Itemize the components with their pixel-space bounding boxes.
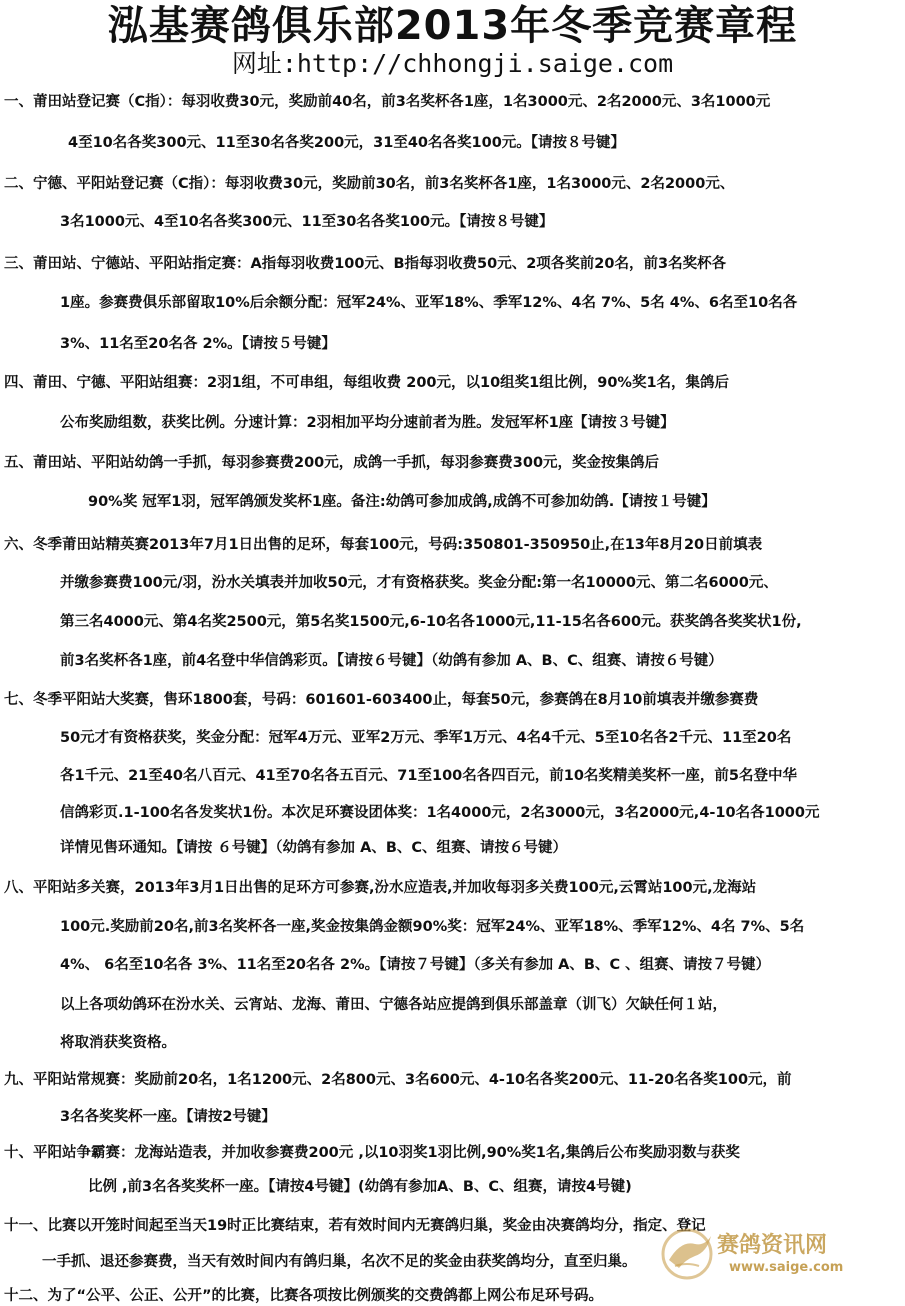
text-line: 九、平阳站常规赛：奖励前20名，1名1200元、2名800元、3名600元、4-10名各奖200元、11-20名各奖100元，前 [4,1072,792,1088]
text-line: 一手抓、退还参赛费，当天有效时间内有鸽归巢，名次不足的奖金由获奖鸽均分，直至归巢。 [42,1254,637,1270]
website-address: 网址:http://chhongji.saige.com [231,49,674,78]
text-line: 一、莆田站登记赛（C指）：每羽收费30元，奖励前40名，前3名奖杯各1座，1名3000元、2名2000元、3名1000元 [4,94,771,110]
text-line: 五、莆田站、平阳站幼鸽一手抓，每羽参赛费200元，成鸽一手抓，每羽参赛费300元，奖金按集鸽后 [4,455,660,471]
text-line: 90%奖 冠军1羽，冠军鸽颁发奖杯1座。备注:幼鸽可参加成鸽,成鸽不可参加幼鸽.【请按１号键】 [88,494,716,510]
text-line: 详情见售环通知。【请按 ６号键】（幼鸽有参加 A、B、C、组赛、请按６号键） [60,840,568,856]
text-line: 50元才有资格获奖，奖金分配：冠军4万元、亚军2万元、季军1万元、4名4千元、5至10名各2千元、11至20名 [60,730,792,746]
watermark-site-name: 赛鸽资讯网 [717,1233,828,1258]
pigeon-logo-icon [655,1222,719,1282]
site-watermark [655,1222,895,1286]
text-line: 六、冬季莆田站精英赛2013年7月1日出售的足环，每套100元，号码:350801-350950止,在13年8月20日前填表 [4,537,763,553]
text-line: 3%、11名至20名各 2%。【请按５号键】 [60,336,336,352]
text-line: 信鸽彩页.1-100名各发奖状1份。本次足环赛设团体奖：1名4000元，2名3000元，3名2000元,4-10名各1000元 [60,805,820,821]
text-line: 各1千元、21至40名八百元、41至70名各五百元、71至100名各四百元，前10名奖精美奖杯一座，前5名登中华 [60,768,798,784]
text-line: 前3名奖杯各1座，前4名登中华信鸽彩页。【请按６号键】（幼鸽有参加 A、B、C、组赛、请按６号键） [60,653,723,669]
text-line: 七、冬季平阳站大奖赛，售环1800套，号码：601601-603400止，每套50元，参赛鸽在8月10前填表并缴参赛费 [4,692,759,708]
text-line: 3名各奖奖杯一座。【请按2号键】 [60,1109,276,1125]
text-line: 1座。参赛费俱乐部留取10%后余额分配：冠军24%、亚军18%、季军12%、4名 7%、5名 4%、6名至10名各 [60,295,798,311]
text-line: 二、宁德、平阳站登记赛（C指）：每羽收费30元，奖励前30名，前3名奖杯各1座，1名3000元、2名2000元、 [4,176,735,192]
text-line: 三、莆田站、宁德站、平阳站指定赛：A指每羽收费100元、B指每羽收费50元、2项各奖前20名，前3名奖杯各 [4,256,727,272]
text-line: 十、平阳站争霸赛：龙海站造表，并加收参赛费200元 ,以10羽奖1羽比例,90%奖1名,集鸽后公布奖励羽数与获奖 [4,1145,740,1161]
text-line: 八、平阳站多关赛，2013年3月1日出售的足环方可参赛,汾水应造表,并加收每羽多关费100元,云霄站100元,龙海站 [4,880,757,896]
watermark-site-url: www.saige.com [729,1260,844,1275]
text-line: 3名1000元、4至10名各奖300元、11至30名各奖100元。【请按８号键】 [60,214,554,230]
text-line: 十二、为了“公平、公正、公开”的比赛，比赛各项按比例颁奖的交费鸽都上网公布足环号码。 [4,1288,604,1304]
text-line: 以上各项幼鸽环在汾水关、云宵站、龙海、莆田、宁德各站应提鸽到俱乐部盖章（训飞）欠缺任何１站， [60,997,727,1013]
text-line: 100元.奖励前20名,前3名奖杯各一座,奖金按集鸽金额90%奖：冠军24%、亚军18%、季军12%、4名 7%、5名 [60,919,805,935]
text-line: 比例 ,前3名各奖奖杯一座。【请按4号键】(幼鸽有参加A、B、C、组赛，请按4号键) [88,1179,632,1195]
text-line: 十一、比赛以开笼时间起至当天19时正比赛结束，若有效时间内无赛鸽归巢，奖金由决赛鸽均分，指定、登记 [4,1218,706,1234]
text-line: 4至10名各奖300元、11至30名各奖200元，31至40名各奖100元。【请按８号键】 [68,135,626,151]
document-title: 泓基赛鸽俱乐部2013年冬季竞赛章程 [107,3,798,49]
text-line: 第三名4000元、第4名奖2500元，第5名奖1500元,6-10名各1000元,11-15名各600元。获奖鸽各奖奖状1份, [60,614,802,630]
text-line: 公布奖励组数，获奖比例。分速计算：2羽相加平均分速前者为胜。发冠军杯1座【请按３号键】 [60,415,675,431]
text-line: 四、莆田、宁德、平阳站组赛：2羽1组，不可串组，每组收费 200元，以10组奖1组比例，90%奖1名，集鸽后 [4,375,730,391]
text-line: 并缴参赛费100元/羽，汾水关填表并加收50元，才有资格获奖。奖金分配:第一名10000元、第二名6000元、 [60,575,778,591]
text-line: 4%、 6名至10名各 3%、11名至20名各 2%。【请按７号键】（多关有参加 A、B、C 、组赛、请按７号键） [60,957,771,973]
text-line: 将取消获奖资格。 [60,1035,176,1051]
